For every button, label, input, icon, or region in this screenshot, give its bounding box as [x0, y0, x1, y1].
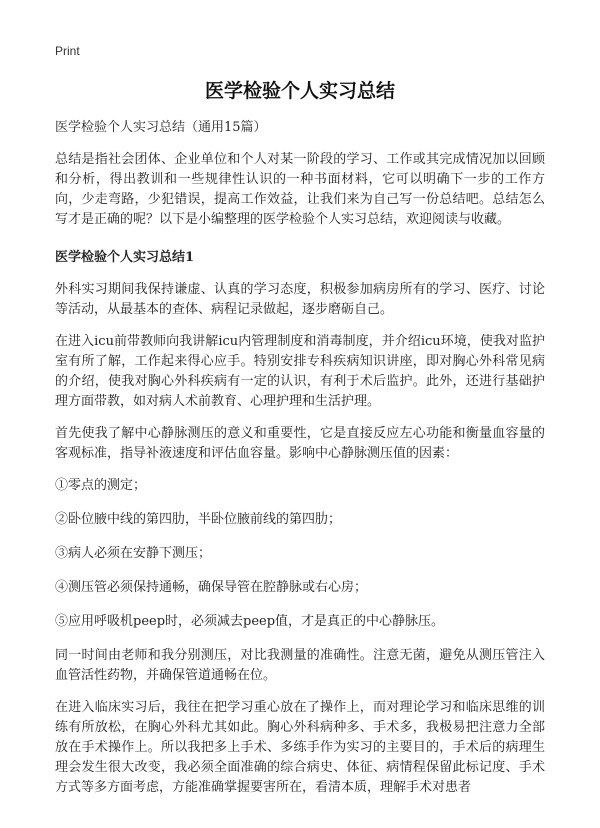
body-paragraph: 在进入临床实习后，我往在把学习重心放在了操作上，而对理论学习和临床思维的训练有所放松，在胸心外科尤其如此。胸心外科病种多、手术多，我极易把注意力全部放在手术操作上。所以我把多上手术、多练手作为实习的主要目的，手术后的病理生理会发生很大改变，我必须全面准确的综合病史、体征、病情程保留此标记度、手术方式等多方面考虑，方能准确掌握要害所在，看清本质，理解手术对患者	[55, 700, 545, 795]
body-paragraph: 外科实习期间我保持谦虚、认真的学习态度，积极参加病房所有的学习、医疗、讨论等活动，从最基本的查体、病程记录做起，逐步磨砺自己。	[55, 282, 545, 317]
list-item: ⑤应用呼吸机peep时，必须减去peep值，才是真正的中心静脉压。	[55, 614, 445, 629]
list-item: ②卧位腋中线的第四肋，半卧位腋前线的第四肋；	[55, 512, 342, 527]
document-subtitle: 医学检验个人实习总结（通用15篇）	[55, 120, 267, 135]
document-body	[55, 118, 545, 810]
body-paragraph: 在进入icu前带教师向我讲解icu内管理制度和消毒制度，并介绍icu环境，使我对监护室有所了解，工作起来得心应手。特别安排专科疾病知识讲座，即对胸心外科常见病的介绍，使我对胸心外科疾病有一定的认识，有利于术后监护。此外，还进行基础护理方面带教，如对病人术前教育、心理护理和生活护理。	[55, 334, 545, 409]
section-heading: 医学检验个人实习总结1	[55, 250, 195, 265]
intro-paragraph: 总结是指社会团体、企业单位和个人对某一阶段的学习、工作或其完成情况加以回顾和分析，得出教训和一些规律性认识的一种书面材料，它可以明确下一步的工作方向，少走弯路，少犯错误，提高工作效益，让我们来为自己写一份总结吧。总结怎么写才是正确的呢？以下是小编整理的医学检验个人实习总结，欢迎阅读与收藏。	[55, 152, 545, 227]
body-paragraph: 同一时间由老师和我分别测压，对比我测量的准确性。注意无菌，避免从测压管注入血管活性药物，并确保管道通畅在位。	[55, 648, 545, 683]
list-item: ③病人必须在安静下测压；	[55, 546, 212, 561]
body-paragraph: 首先使我了解中心静脉测压的意义和重要性，它是直接反应左心功能和衡量血容量的客观标准，指导补液速度和评估血容量。影响中心静脉测压值的因素：	[55, 426, 545, 461]
document-title: 医学检验个人实习总结	[204, 80, 395, 102]
print-link[interactable]: Print	[55, 44, 80, 58]
list-item: ④测压管必须保持通畅，确保导管在腔静脉或右心房；	[55, 580, 368, 595]
list-item: ①零点的测定；	[55, 478, 147, 493]
